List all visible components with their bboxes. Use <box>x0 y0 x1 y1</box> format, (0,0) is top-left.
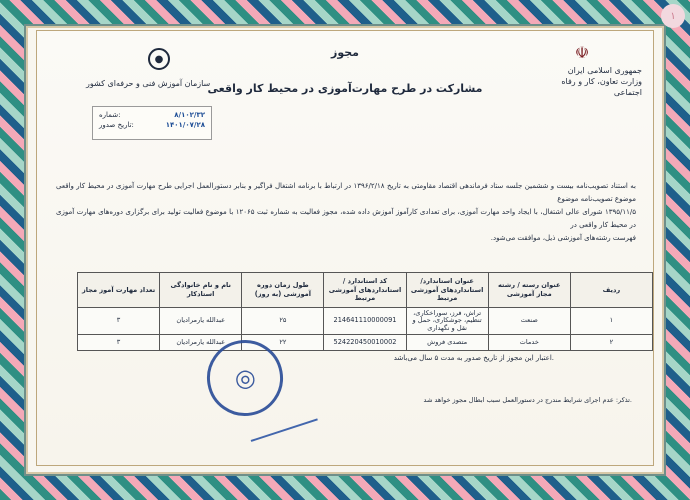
row-1-index: ۱ <box>570 308 652 335</box>
row-2-count: ۳ <box>78 334 160 350</box>
iran-emblem-icon: ☫ <box>574 42 590 62</box>
document-title: مجوز <box>331 46 359 59</box>
row-2-index: ۲ <box>570 334 652 350</box>
government-line-1: جمهوری اسلامی ایران <box>567 66 642 75</box>
row-2-instructor: عبدالله یارمرادیان <box>160 334 242 350</box>
official-stamp-icon: ◎ <box>201 334 289 422</box>
table-header-field: عنوان رسته / رشته مجاز آموزشی <box>488 273 570 308</box>
row-2-standard-code: 524220450010002 <box>324 334 406 350</box>
row-2-duration: ۲۲ <box>242 334 324 350</box>
row-2-standard-title: متصدی فروش <box>406 334 488 350</box>
validity-text: اعتبار این مجوز از تاریخ صدور به مدت ۵ سال می‌باشد. <box>393 354 554 362</box>
table-header-standard-code: کد استاندارد / استانداردهای آموزشی مرتبط <box>324 273 406 308</box>
number-row <box>99 111 205 121</box>
table-row <box>78 334 653 350</box>
row-1-standard-code: 214641110000091 <box>324 308 406 335</box>
organization-logo-icon: ● <box>148 48 170 70</box>
number-value: ۸/۱۰۲/۳۲ <box>174 111 205 119</box>
corner-badge-icon: ۱ <box>661 4 685 28</box>
body-text <box>56 180 636 245</box>
body-paragraph-2: ۱۳۹۵/۱۱/۵ شورای عالی اشتغال، با ایجاد واحد مهارت آموزی، برای تعدادی کارآموز آموزش داده شده، مجوز فعالیت به شماره ثبت ۱۲۰۶۵ با موضوع فعالیت تولید برای برگزاری دوره‌های مهارت آموزی در محیط کار واقعی در <box>56 207 637 229</box>
table-row <box>78 308 653 335</box>
government-header <box>544 66 642 98</box>
issue-date-row <box>99 121 205 131</box>
table-header-standard-title: عنوان استاندارد/ استانداردهای آموزشی مرتبط <box>406 273 488 308</box>
organization-name: سازمان آموزش فنی و حرفه‌ای کشور <box>86 79 211 88</box>
course-table <box>77 272 653 346</box>
footer-note: تذکر: عدم اجرای شرایط مندرج در دستورالعمل سبب ابطال مجوز خواهد شد. <box>423 396 632 404</box>
table-header-trainee-count: تعداد مهارت آموز مجاز <box>78 273 160 308</box>
government-line-2: وزارت تعاون، کار و رفاه اجتماعی <box>561 76 642 97</box>
issue-date-label: تاریخ صدور: <box>99 120 134 129</box>
document-meta-box <box>92 106 212 140</box>
row-2-field: خدمات <box>488 334 570 350</box>
row-1-instructor: عبدالله یارمرادیان <box>160 308 242 335</box>
issue-date-value: ۱۴۰۱/۰۷/۲۸ <box>165 120 205 129</box>
body-paragraph-1: به استناد تصویب‌نامه بیست و ششمین جلسه ستاد فرماندهی اقتصاد مقاومتی به تاریخ ۱۳۹۶/۲/۱۸ در ارتباط با برنامه اشتغال فراگیر و بنابر دستورالعمل اجرایی طرح مهارت آموزی در محیط کار واقعی موضوع تصویب‌نامه موضوع <box>56 182 636 203</box>
row-1-count: ۳ <box>78 308 160 335</box>
row-1-field: صنعت <box>488 308 570 335</box>
row-1-duration: ۲۵ <box>242 308 324 335</box>
course-table-grid <box>77 272 653 351</box>
row-1-standard-title: تراش، فرز، سوراخکاری، تنظیم، جوشکاری، حمل و نقل و نگهداری <box>406 308 488 335</box>
main-title: مشارکت در طرح مهارت‌آموزی در محیط کار واقعی <box>207 82 483 95</box>
table-header-duration: طول زمان دوره آموزشی (به روز) <box>242 273 324 308</box>
table-header-row: ردیف <box>570 273 652 308</box>
number-label: شماره: <box>99 111 121 119</box>
table-header-instructor: نام و نام خانوادگی استادکار <box>160 273 242 308</box>
body-paragraph-3: فهرست رشته‌های آموزشی ذیل، موافقت می‌شود. <box>490 233 636 242</box>
